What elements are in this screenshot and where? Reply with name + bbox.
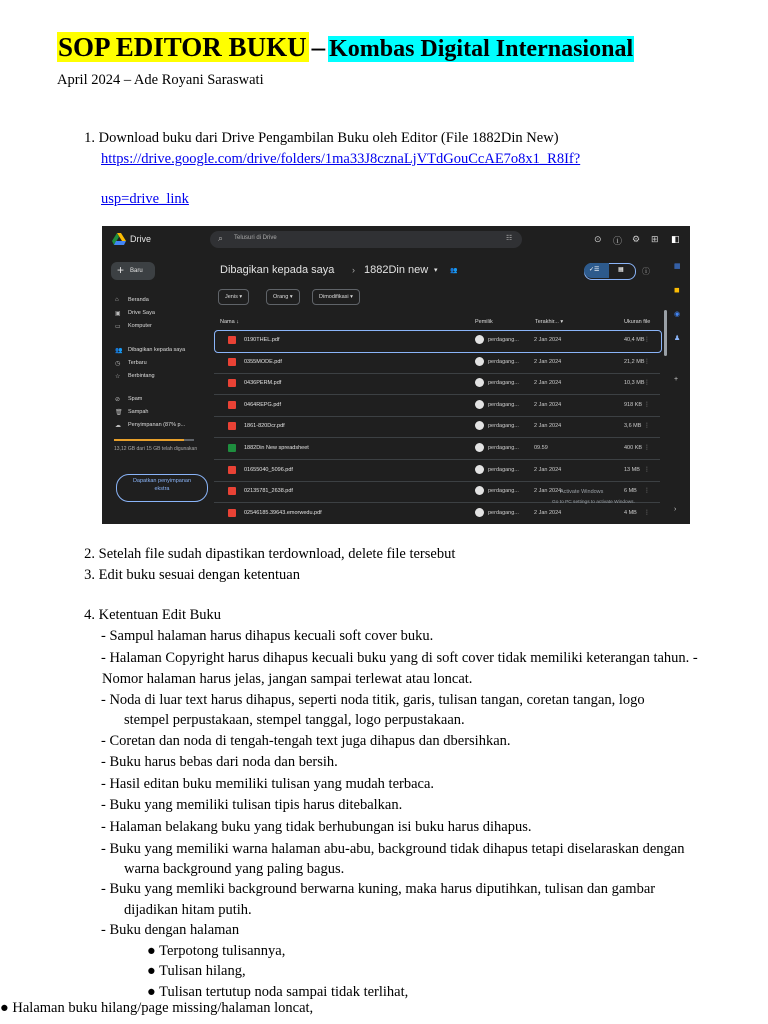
more-options-icon[interactable]: ⋮ <box>644 445 650 451</box>
search-icon: ⌕ <box>218 233 224 243</box>
settings-gear-icon[interactable]: ⚙ <box>632 234 641 244</box>
nav-item-komputer[interactable]: Komputer <box>128 323 152 329</box>
tasks-icon[interactable]: ◉ <box>674 311 681 318</box>
chevron-down-icon[interactable]: ▾ <box>434 267 438 274</box>
column-header-name[interactable]: Nama ↓ <box>220 319 239 325</box>
column-header-size[interactable]: Ukuran file <box>624 319 651 325</box>
rule-item-continued: warna background yang paling bagus. <box>124 861 345 877</box>
nav-item-beranda[interactable]: Beranda <box>128 297 149 303</box>
home-icon: ⌂ <box>115 297 119 303</box>
storage-bar-fill <box>114 439 184 441</box>
account-avatar-icon[interactable]: ◧ <box>671 234 680 244</box>
nav-item-spam[interactable]: Spam <box>128 396 143 402</box>
rule-item: - Sampul halaman harus dihapus kecuali soft cover buku. <box>101 628 434 644</box>
more-options-icon[interactable]: ⋮ <box>644 423 650 430</box>
plus-icon: + <box>117 263 125 277</box>
spam-icon: ⊘ <box>115 397 121 403</box>
my-drive-icon: ▣ <box>115 311 121 317</box>
more-options-icon[interactable]: ⋮ <box>644 358 650 365</box>
drive-logo-icon <box>112 233 126 245</box>
add-addon-icon[interactable]: + <box>674 376 679 383</box>
column-header-modified[interactable]: Terakhir... ▾ <box>535 319 564 325</box>
step-2 <box>78 546 455 563</box>
rule-item: - Hasil editan buku memiliki tulisan yang mudah terbaca. <box>101 776 435 792</box>
owner-avatar-icon <box>475 357 484 366</box>
filter-chip-orang[interactable]: Orang ▾ <box>266 289 300 305</box>
rule-item: - Buku dengan halaman <box>101 922 240 938</box>
file-modified: 2 Jan 2024 <box>534 401 562 408</box>
step-4 <box>78 607 221 624</box>
rule-item: - Buku yang memiliki warna halaman abu-abu, background tidak dihapus tetapi diselaraskan dengan <box>101 841 685 857</box>
column-header-label: Terakhir... <box>535 319 559 325</box>
filter-chip-label: Dimodifikasi <box>319 294 349 300</box>
sub-rule-item: ● Tulisan hilang, <box>147 963 246 979</box>
filter-chip-label: Jenis <box>225 294 238 300</box>
rule-item: - Halaman belakang buku yang tidak berhubungan isi buku harus dihapus. <box>101 819 532 835</box>
nav-item-penyimpanan[interactable]: Penyimpanan (87% p... <box>128 422 186 428</box>
drive-screenshot <box>102 226 690 524</box>
shared-people-icon: 👥 <box>115 348 123 354</box>
step-text: Edit buku sesuai dengan ketentuan <box>98 567 300 583</box>
file-owner: perdagang... <box>488 488 519 495</box>
drive-app-name: Drive <box>130 234 152 244</box>
recent-clock-icon: ◷ <box>115 361 121 367</box>
expand-panel-icon[interactable]: › <box>674 506 677 513</box>
column-header-label: Nama <box>220 319 235 325</box>
more-options-icon[interactable]: ⋮ <box>644 401 650 408</box>
column-header-owner[interactable]: Pemilik <box>475 319 493 325</box>
file-name: 1861-820Dcr.pdf <box>244 423 285 430</box>
file-size: 21,2 MB <box>624 358 645 365</box>
title-part1: SOP EDITOR BUKU <box>58 32 307 62</box>
filter-chip-jenis[interactable]: Jenis ▾ <box>218 289 249 305</box>
file-size: 4 MB <box>624 509 637 516</box>
owner-avatar-icon <box>475 508 484 517</box>
file-size: 6 MB <box>624 488 637 495</box>
nav-item-dibagikan[interactable]: Dibagikan kepada saya <box>128 347 186 353</box>
file-owner: perdagang... <box>488 380 519 387</box>
breadcrumb-root[interactable]: Dibagikan kepada saya <box>220 264 335 276</box>
more-options-icon[interactable]: ⋮ <box>644 380 650 387</box>
rule-item: - Coretan dan noda di tengah-tengah text juga dihapus dan dbersihkan. <box>101 733 511 749</box>
sub-rule-item: ● Tulisan tertutup noda sampai tidak terlihat, <box>147 984 409 1000</box>
owner-avatar-icon <box>475 400 484 409</box>
file-owner: perdagang... <box>488 509 519 516</box>
drive-link-line1[interactable]: https://drive.google.com/drive/folders/1ma33J8cznaLjVTdGouCcAE7o8x1_R8If? <box>101 151 581 167</box>
file-size: 400 KB <box>624 445 643 451</box>
step-number: 3. <box>84 567 95 583</box>
drive-search-input[interactable]: Telusuri di Drive <box>234 235 277 241</box>
file-owner: perdagang... <box>488 358 519 365</box>
file-modified: 2 Jan 2024 <box>534 337 562 343</box>
apps-grid-icon[interactable]: ⊞ <box>651 234 659 244</box>
drive-link-line2[interactable]: usp=drive_link <box>101 191 189 207</box>
file-owner: perdagang... <box>488 445 519 451</box>
pdf-file-icon <box>228 509 236 517</box>
cloud-storage-icon: ☁ <box>115 423 121 429</box>
file-owner: perdagang... <box>488 466 519 473</box>
file-size: 13 MB <box>624 466 640 473</box>
file-size: 10,3 MB <box>624 380 645 387</box>
rule-item: - Buku yang memliki background berwarna kuning, maka harus diputihkan, tulisan dan gambar <box>101 881 656 897</box>
rule-item-continued: stempel perpustakaan, stempel tanggal, logo perpustakaan. <box>124 712 465 728</box>
pdf-file-icon <box>228 379 236 387</box>
computer-icon: ▭ <box>115 324 121 330</box>
nav-item-sampah[interactable]: Sampah <box>128 409 149 415</box>
step-text: Setelah file sudah dipastikan terdownload, delete file tersebut <box>98 546 456 562</box>
breadcrumb-folder[interactable]: 1882Din new <box>364 264 429 276</box>
sub-rule-item: ● Terpotong tulisannya, <box>147 943 286 959</box>
nav-item-drive-saya[interactable]: Drive Saya <box>128 310 155 316</box>
file-owner: perdagang... <box>488 423 519 430</box>
file-modified: 2 Jan 2024 <box>534 358 562 365</box>
file-owner: perdagang... <box>488 401 519 408</box>
file-size: 3,6 MB <box>624 423 642 430</box>
nav-item-terbaru[interactable]: Terbaru <box>128 360 147 366</box>
more-options-icon[interactable]: ⋮ <box>644 337 650 343</box>
title-part2: Kombas Digital Internasional <box>329 36 634 62</box>
file-modified: 2 Jan 2024 <box>534 509 562 516</box>
file-name: 0190THEL.pdf <box>244 337 280 343</box>
new-button-label: Baru <box>130 268 143 274</box>
step-number: 1. <box>84 130 95 146</box>
rule-item-continued: Nomor halaman harus jelas, jangan sampai terlewat atau loncat. <box>102 671 473 687</box>
pdf-file-icon <box>228 466 236 474</box>
byline: April 2024 – Ade Royani Saraswati <box>57 72 264 88</box>
shared-folder-icon: 👥 <box>450 268 458 274</box>
offline-status-icon[interactable]: ⊙ <box>594 234 602 244</box>
more-options-icon[interactable]: ⋮ <box>644 509 650 516</box>
file-modified: 09.59 <box>534 445 548 451</box>
details-info-icon[interactable]: ⓘ <box>642 267 650 276</box>
scrollbar[interactable] <box>664 310 667 356</box>
list-view-icon: ✓☰ <box>589 267 600 273</box>
windows-watermark: Activate Windows <box>560 489 604 495</box>
file-name: 0436PERM.pdf <box>244 380 282 387</box>
more-options-icon[interactable]: ⋮ <box>644 466 650 473</box>
buy-storage-label: Dapatkan penyimpanan ekstra <box>132 478 192 492</box>
contacts-icon[interactable]: ♟ <box>674 335 681 342</box>
windows-watermark-subtext: Go to PC settings to activate Windows. <box>552 500 635 505</box>
sub-rule-item: ● Halaman buku hilang/page missing/halaman loncat, <box>0 1000 314 1016</box>
calendar-icon[interactable]: ▦ <box>674 263 681 270</box>
rule-item: - Noda di luar text harus dihapus, seperti noda titik, garis, tulisan tangan, coretan tangan, logo <box>101 692 645 708</box>
chevron-right-icon: › <box>352 265 355 275</box>
owner-avatar-icon <box>475 465 484 474</box>
title-dash: – <box>311 32 326 62</box>
file-size: 40,4 MB <box>624 337 645 343</box>
more-options-icon[interactable]: ⋮ <box>644 488 650 495</box>
step-number: 4. <box>84 607 95 623</box>
grid-view-icon[interactable]: ▦ <box>618 267 624 273</box>
file-modified: 2 Jan 2024 <box>534 423 562 430</box>
star-icon: ☆ <box>115 374 121 380</box>
rule-item: - Halaman Copyright harus dihapus kecuali buku yang di soft cover tidak memiliki keterangan tahun. - <box>101 650 698 666</box>
file-name: 0355MODE.pdf <box>244 358 282 365</box>
file-name: 01655040_5096.pdf <box>244 466 293 473</box>
trash-icon: 🗑 <box>115 410 123 416</box>
owner-avatar-icon <box>475 335 484 344</box>
search-options-icon[interactable]: ☷ <box>506 235 513 242</box>
storage-text: 13,12 GB dari 15 GB telah digunakan <box>114 446 198 452</box>
step-1 <box>78 130 559 147</box>
file-modified: 2 Jan 2024 <box>534 488 562 495</box>
step-number: 2. <box>84 546 95 562</box>
step-text: Download buku dari Drive Pengambilan Buku oleh Editor (File 1882Din New) <box>98 130 559 146</box>
step-3 <box>78 567 300 584</box>
file-name: 0464REPG.pdf <box>244 401 281 408</box>
step-text: Ketentuan Edit Buku <box>98 607 222 623</box>
pdf-file-icon <box>228 487 236 495</box>
file-size: 918 KB <box>624 401 643 408</box>
filter-chip-label: Orang <box>273 294 289 300</box>
file-owner: perdagang... <box>488 337 519 343</box>
keep-icon[interactable]: ◼ <box>674 287 680 294</box>
pdf-file-icon <box>228 336 236 344</box>
file-modified: 2 Jan 2024 <box>534 380 562 387</box>
pdf-file-icon <box>228 422 236 430</box>
owner-avatar-icon <box>475 443 484 452</box>
file-name: 02546185.39643.emorwedu.pdf <box>244 509 322 516</box>
nav-item-berbintang[interactable]: Berbintang <box>128 373 155 379</box>
file-row[interactable] <box>214 330 662 353</box>
pdf-file-icon <box>228 401 236 409</box>
filter-chip-dimodifikasi[interactable]: Dimodifikasi ▾ <box>312 289 360 305</box>
pdf-file-icon <box>228 358 236 366</box>
help-icon[interactable]: ⓘ <box>613 236 623 246</box>
file-name: 02135781_2638.pdf <box>244 488 293 495</box>
rule-item: - Buku harus bebas dari noda dan bersih. <box>101 754 338 770</box>
file-name: 1882Din New spreadsheet <box>244 445 309 451</box>
rule-item: - Buku yang memiliki tulisan tipis harus ditebalkan. <box>101 797 403 813</box>
rule-item-continued: dijadikan hitam putih. <box>124 902 252 918</box>
side-panel-rail <box>670 254 690 524</box>
page-title <box>57 30 634 66</box>
file-modified: 2 Jan 2024 <box>534 466 562 473</box>
spreadsheet-file-icon <box>228 444 236 452</box>
